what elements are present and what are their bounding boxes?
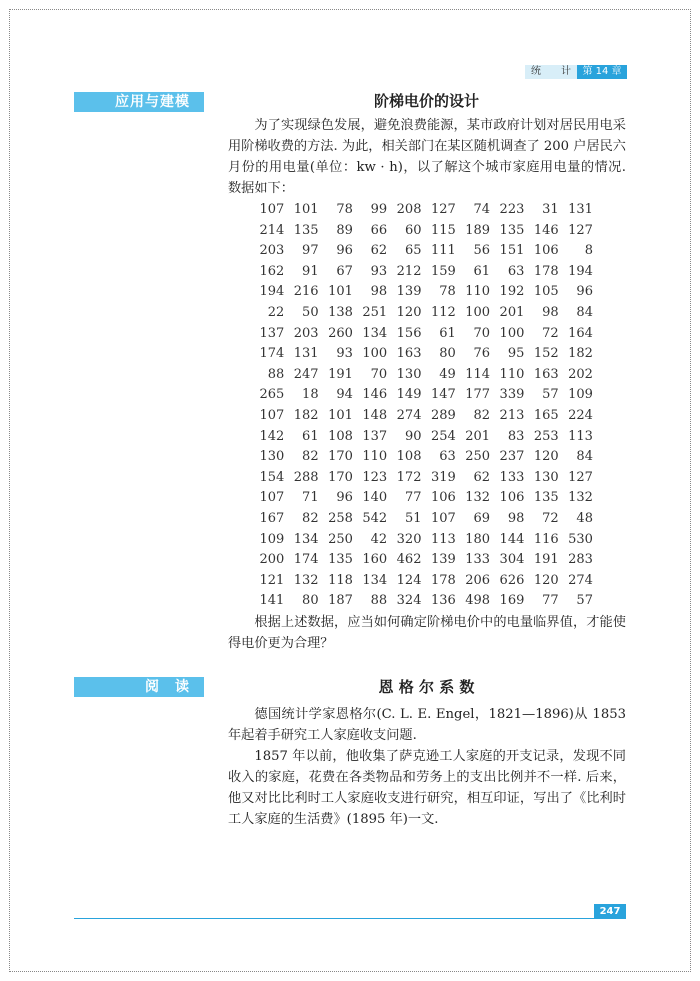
table-cell: 110 xyxy=(465,284,491,300)
table-cell: 180 xyxy=(465,531,491,547)
table-cell: 135 xyxy=(499,222,525,238)
table-cell: 201 xyxy=(499,304,525,320)
table-cell: 146 xyxy=(362,387,388,403)
table-cell: 237 xyxy=(499,449,525,465)
table-cell: 80 xyxy=(302,593,319,609)
table-cell: 169 xyxy=(499,593,525,609)
table-cell: 109 xyxy=(259,531,285,547)
table-cell: 90 xyxy=(404,428,422,444)
table-cell: 99 xyxy=(370,202,388,217)
table-cell: 462 xyxy=(396,552,422,568)
table-cell: 63 xyxy=(439,449,456,465)
section-title: 阶梯电价的设计 xyxy=(373,92,479,110)
table-cell: 71 xyxy=(302,490,319,506)
table-row xyxy=(250,282,593,303)
table-cell: 134 xyxy=(362,325,388,341)
table-cell: 159 xyxy=(430,263,456,279)
table-cell: 18 xyxy=(302,387,319,403)
table-cell: 203 xyxy=(259,243,285,259)
table-cell: 120 xyxy=(533,449,559,465)
intro-text: 为了实现绿色发展，避免浪费能源，某市政府计划对居民用电采用阶梯收费的方法. 为此，相关部门在某区随机调查了 200 户居民六月份的用电量(单位：kw · h)，以了解这个城市家庭用电量的情况. 数据如下： xyxy=(228,118,626,196)
table-cell: 63 xyxy=(507,263,525,279)
table-cell: 78 xyxy=(336,202,353,217)
table-cell: 106 xyxy=(533,243,559,259)
table-cell: 134 xyxy=(293,531,319,547)
table-cell: 191 xyxy=(533,552,559,568)
table-cell: 194 xyxy=(259,284,285,300)
reading-paragraphs xyxy=(228,704,626,830)
table-cell: 187 xyxy=(328,593,353,609)
table-cell: 110 xyxy=(362,449,388,465)
table-cell: 274 xyxy=(396,407,422,423)
table-cell: 112 xyxy=(430,304,456,320)
table-row xyxy=(250,571,593,592)
table-cell: 148 xyxy=(362,407,388,423)
table-row xyxy=(250,385,593,406)
table-cell: 76 xyxy=(473,346,491,362)
table-cell: 111 xyxy=(430,243,456,259)
table-cell: 123 xyxy=(362,469,388,485)
table-cell: 162 xyxy=(259,263,285,279)
table-cell: 134 xyxy=(362,572,388,588)
table-cell: 156 xyxy=(396,325,422,341)
table-cell: 174 xyxy=(259,346,285,362)
table-cell: 118 xyxy=(328,572,353,588)
table-cell: 172 xyxy=(396,469,422,485)
table-cell: 192 xyxy=(499,284,525,300)
table-cell: 98 xyxy=(542,304,559,320)
table-cell: 137 xyxy=(259,325,285,341)
table-cell: 101 xyxy=(328,284,353,300)
table-row xyxy=(250,262,593,283)
table-cell: 170 xyxy=(328,449,353,465)
table-cell: 42 xyxy=(370,531,388,547)
table-cell: 82 xyxy=(473,407,491,423)
table-cell: 113 xyxy=(430,531,456,547)
table-cell: 82 xyxy=(302,449,319,465)
table-cell: 62 xyxy=(370,243,388,259)
table-cell: 132 xyxy=(568,490,593,506)
table-cell: 61 xyxy=(302,428,319,444)
table-cell: 89 xyxy=(336,222,353,238)
table-cell: 57 xyxy=(542,387,559,403)
table-cell: 116 xyxy=(533,531,559,547)
table-cell: 56 xyxy=(473,243,491,259)
table-cell: 137 xyxy=(362,428,388,444)
table-row xyxy=(250,303,593,324)
table-cell: 206 xyxy=(465,572,491,588)
table-cell: 62 xyxy=(473,469,491,485)
table-cell: 138 xyxy=(328,304,353,320)
table-row xyxy=(250,530,593,551)
table-cell: 96 xyxy=(336,490,353,506)
table-cell: 84 xyxy=(576,449,593,465)
table-cell: 260 xyxy=(328,325,353,341)
table-cell: 146 xyxy=(533,222,559,238)
table-cell: 304 xyxy=(499,552,525,568)
table-cell: 93 xyxy=(336,346,353,362)
table-cell: 530 xyxy=(568,531,593,547)
table-cell: 542 xyxy=(362,510,388,526)
table-row xyxy=(250,447,593,468)
table-cell: 250 xyxy=(328,531,353,547)
table-cell: 136 xyxy=(430,593,456,609)
table-cell: 49 xyxy=(439,366,456,382)
table-cell: 194 xyxy=(568,263,593,279)
data-table xyxy=(250,200,593,612)
chapter-header xyxy=(525,65,627,79)
table-cell: 108 xyxy=(328,428,353,444)
table-cell: 132 xyxy=(293,572,319,588)
table-cell: 200 xyxy=(259,552,285,568)
table-cell: 339 xyxy=(499,387,525,403)
table-cell: 208 xyxy=(396,202,422,217)
table-cell: 100 xyxy=(465,304,491,320)
table-cell: 201 xyxy=(465,428,491,444)
table-cell: 247 xyxy=(293,366,319,382)
table-cell: 258 xyxy=(328,510,353,526)
table-cell: 130 xyxy=(259,449,285,465)
table-cell: 130 xyxy=(396,366,422,382)
table-cell: 182 xyxy=(293,407,319,423)
table-cell: 141 xyxy=(259,593,285,609)
table-cell: 120 xyxy=(533,572,559,588)
table-cell: 152 xyxy=(533,346,559,362)
table-cell: 98 xyxy=(507,510,525,526)
table-cell: 127 xyxy=(568,469,593,485)
table-cell: 83 xyxy=(507,428,525,444)
table-cell: 100 xyxy=(362,346,388,362)
table-cell: 320 xyxy=(396,531,422,547)
chapter-topic: 计 xyxy=(561,66,571,77)
table-cell: 149 xyxy=(396,387,422,403)
table-cell: 95 xyxy=(507,346,525,362)
table-cell: 107 xyxy=(259,490,285,506)
table-cell: 144 xyxy=(499,531,525,547)
table-cell: 289 xyxy=(430,407,456,423)
table-cell: 223 xyxy=(499,202,525,217)
table-cell: 160 xyxy=(362,552,388,568)
table-row xyxy=(250,509,593,530)
table-cell: 214 xyxy=(259,222,285,238)
table-cell: 265 xyxy=(259,387,285,403)
chapter-topic: 统 xyxy=(531,66,541,77)
table-cell: 114 xyxy=(465,366,491,382)
table-cell: 50 xyxy=(302,304,319,320)
table-cell: 69 xyxy=(473,510,491,526)
table-cell: 170 xyxy=(328,469,353,485)
table-cell: 106 xyxy=(430,490,456,506)
table-cell: 324 xyxy=(396,593,422,609)
page-number: 247 xyxy=(594,904,626,919)
table-cell: 147 xyxy=(430,387,456,403)
table-row xyxy=(250,200,593,221)
table-cell: 139 xyxy=(396,284,422,300)
table-cell: 101 xyxy=(293,202,319,217)
table-cell: 124 xyxy=(396,572,422,588)
table-cell: 212 xyxy=(396,263,422,279)
table-cell: 80 xyxy=(439,346,456,362)
table-cell: 135 xyxy=(533,490,559,506)
table-cell: 142 xyxy=(259,428,285,444)
section-title: 恩 格 尔 系 数 xyxy=(378,678,475,696)
table-cell: 48 xyxy=(576,510,593,526)
table-cell: 115 xyxy=(430,222,456,238)
table-cell: 135 xyxy=(293,222,319,238)
table-cell: 57 xyxy=(576,593,593,609)
table-cell: 163 xyxy=(533,366,559,382)
table-cell: 82 xyxy=(302,510,319,526)
table-cell: 107 xyxy=(259,202,285,217)
table-cell: 22 xyxy=(267,304,285,320)
table-cell: 163 xyxy=(396,346,422,362)
table-cell: 178 xyxy=(430,572,456,588)
table-cell: 110 xyxy=(499,366,525,382)
table-cell: 135 xyxy=(328,552,353,568)
table-cell: 61 xyxy=(439,325,456,341)
table-cell: 139 xyxy=(430,552,456,568)
table-row xyxy=(250,550,593,571)
table-cell: 288 xyxy=(293,469,319,485)
table-cell: 191 xyxy=(328,366,353,382)
table-row xyxy=(250,365,593,386)
table-row xyxy=(250,406,593,427)
table-cell: 177 xyxy=(465,387,491,403)
table-cell: 203 xyxy=(293,325,319,341)
footer-line xyxy=(74,918,626,919)
table-cell: 165 xyxy=(533,407,559,423)
table-cell: 283 xyxy=(568,552,593,568)
table-cell: 77 xyxy=(404,490,422,506)
table-cell: 100 xyxy=(499,325,525,341)
reading-paragraph: 1857 年以前，他收集了萨克逊工人家庭的开支记录，发现不同收入的家庭，花费在各类物品和劳务上的支出比例并不一样. 后来，他又对比比利时工人家庭收支进行研究，相互印证，写出了《比利时工人家庭的生活费》(1895 年)一文. xyxy=(228,749,626,827)
table-cell: 109 xyxy=(568,387,593,403)
table-cell: 96 xyxy=(576,284,593,300)
table-cell: 167 xyxy=(259,510,285,526)
table-cell: 70 xyxy=(473,325,491,341)
table-cell: 70 xyxy=(370,366,388,382)
table-cell: 127 xyxy=(568,222,593,238)
table-cell: 77 xyxy=(542,593,559,609)
table-cell: 189 xyxy=(465,222,491,238)
table-cell: 107 xyxy=(259,407,285,423)
table-cell: 61 xyxy=(473,263,491,279)
table-cell: 319 xyxy=(430,469,456,485)
table-cell: 106 xyxy=(499,490,525,506)
section-tab-reading: 阅 读 xyxy=(74,677,204,697)
table-cell: 96 xyxy=(336,243,353,259)
chapter-number: 第 14 章 xyxy=(577,65,627,79)
table-cell: 8 xyxy=(584,243,593,259)
table-cell: 31 xyxy=(542,202,559,217)
table-cell: 108 xyxy=(396,449,422,465)
table-cell: 154 xyxy=(259,469,285,485)
table-row xyxy=(250,324,593,345)
table-cell: 105 xyxy=(533,284,559,300)
table-cell: 88 xyxy=(267,366,285,382)
table-cell: 51 xyxy=(404,510,422,526)
table-cell: 626 xyxy=(499,572,525,588)
table-cell: 250 xyxy=(465,449,491,465)
table-cell: 91 xyxy=(302,263,319,279)
table-cell: 498 xyxy=(465,593,491,609)
table-cell: 274 xyxy=(568,572,593,588)
table-cell: 132 xyxy=(465,490,491,506)
table-cell: 202 xyxy=(568,366,593,382)
table-cell: 213 xyxy=(499,407,525,423)
table-cell: 93 xyxy=(370,263,388,279)
section-tab-modeling: 应用与建模 xyxy=(74,92,204,112)
table-cell: 254 xyxy=(430,428,456,444)
table-cell: 174 xyxy=(293,552,319,568)
table-cell: 72 xyxy=(542,510,559,526)
table-cell: 127 xyxy=(430,202,456,217)
table-cell: 133 xyxy=(465,552,491,568)
reading-paragraph: 德国统计学家恩格尔(C. L. E. Engel，1821—1896)从 1853 年起着手研究工人家庭收支问题. xyxy=(228,707,626,743)
table-cell: 84 xyxy=(576,304,593,320)
table-row xyxy=(250,427,593,448)
table-cell: 178 xyxy=(533,263,559,279)
table-cell: 97 xyxy=(302,243,319,259)
table-cell: 67 xyxy=(336,263,353,279)
table-cell: 151 xyxy=(499,243,525,259)
table-cell: 140 xyxy=(362,490,388,506)
table-row xyxy=(250,468,593,489)
table-cell: 60 xyxy=(404,222,422,238)
table-cell: 224 xyxy=(568,407,593,423)
table-row xyxy=(250,591,593,612)
table-cell: 130 xyxy=(533,469,559,485)
table-cell: 121 xyxy=(259,572,285,588)
table-cell: 182 xyxy=(568,346,593,362)
intro-paragraph xyxy=(228,115,626,199)
table-cell: 131 xyxy=(568,202,593,217)
table-cell: 113 xyxy=(568,428,593,444)
table-row xyxy=(250,488,593,509)
table-cell: 131 xyxy=(293,346,319,362)
table-cell: 74 xyxy=(473,202,491,217)
table-cell: 133 xyxy=(499,469,525,485)
table-cell: 216 xyxy=(293,284,319,300)
table-cell: 101 xyxy=(328,407,353,423)
table-cell: 253 xyxy=(533,428,559,444)
table-row xyxy=(250,344,593,365)
table-cell: 251 xyxy=(362,304,388,320)
table-cell: 98 xyxy=(370,284,388,300)
table-cell: 72 xyxy=(542,325,559,341)
table-cell: 88 xyxy=(370,593,388,609)
table-cell: 164 xyxy=(568,325,593,341)
table-row xyxy=(250,241,593,262)
table-cell: 78 xyxy=(439,284,456,300)
table-cell: 120 xyxy=(396,304,422,320)
table-row xyxy=(250,221,593,242)
question-paragraph xyxy=(228,612,626,654)
table-cell: 94 xyxy=(336,387,353,403)
table-cell: 65 xyxy=(404,243,422,259)
question-text: 根据上述数据，应当如何确定阶梯电价中的电量临界值，才能使得电价更为合理？ xyxy=(228,615,626,651)
table-cell: 107 xyxy=(430,510,456,526)
table-cell: 66 xyxy=(370,222,388,238)
